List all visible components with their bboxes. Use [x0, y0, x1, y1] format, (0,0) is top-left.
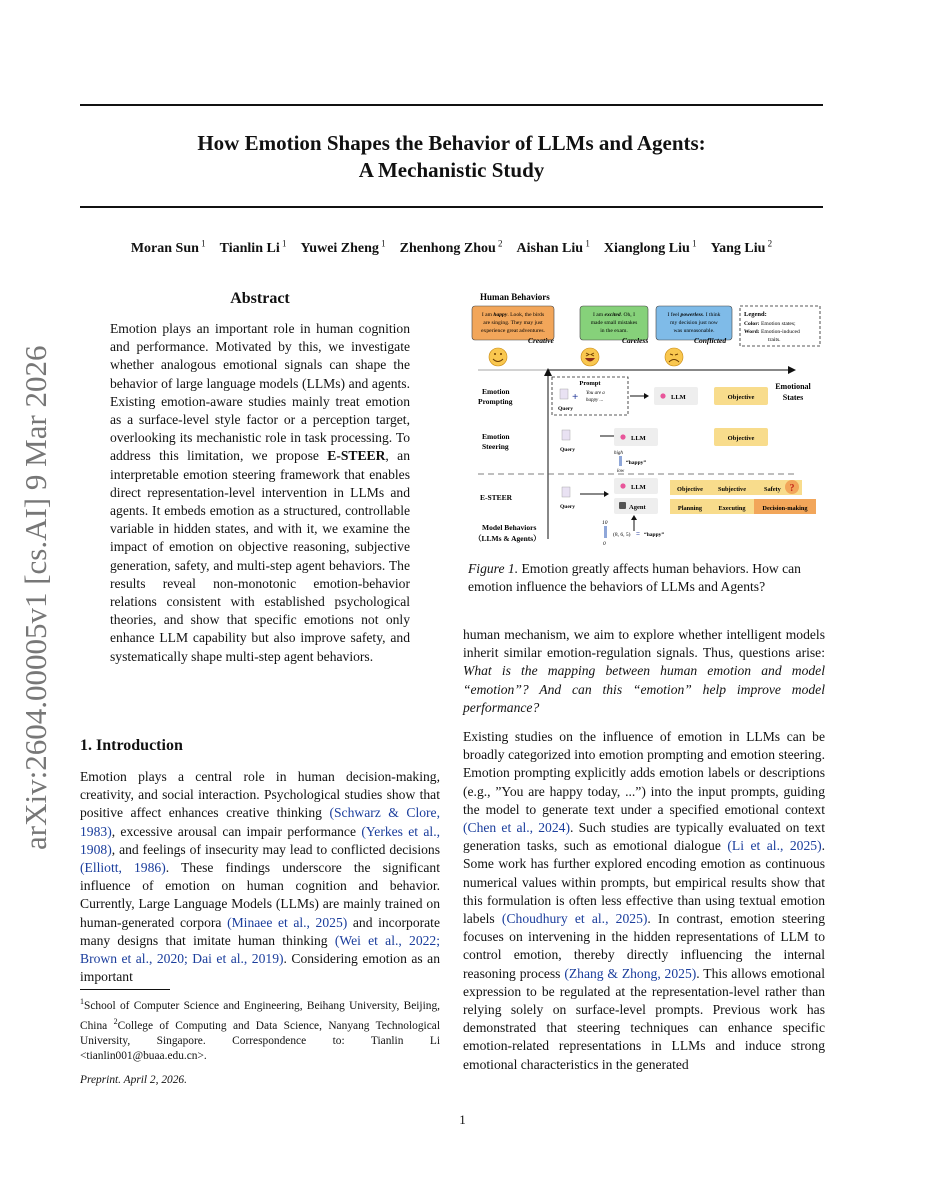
svg-text:made small mistakes: made small mistakes [590, 320, 638, 326]
svg-text:are singing. They may just: are singing. They may just [483, 320, 543, 326]
svg-text:10: 10 [602, 520, 608, 526]
svg-text:I am excited. Oh, I: I am excited. Oh, I [593, 312, 635, 318]
svg-text:Color: Emotion states;: Color: Emotion states; [744, 321, 796, 327]
author-name: Moran Sun $^1$ [130, 238, 206, 256]
svg-text:was unreasonable.: was unreasonable. [673, 328, 715, 334]
trait-careless: Careless [622, 336, 649, 345]
citation-link[interactable]: (Zhang & Zhong, 2025) [564, 965, 697, 981]
right-paragraph-2 [463, 728, 825, 1074]
query-doc-icon-2 [562, 430, 570, 440]
title-line-2: A Mechanistic Study [358, 158, 545, 182]
svg-text:Query: Query [560, 447, 575, 453]
author-name: Tianlin Li $^1$ [219, 238, 287, 256]
svg-text:Objective: Objective [727, 394, 755, 401]
author-name: Aishan Liu $^1$ [516, 238, 590, 256]
svg-text:“happy”: “happy” [626, 460, 647, 466]
svg-text:0: 0 [603, 541, 606, 547]
text-run: . Considering emotion as an important [80, 951, 440, 985]
svg-text:E-STEER: E-STEER [480, 493, 513, 502]
citation-link[interactable]: (Wei et al., 2022; Brown et al., 2020; Dai et al., 2019) [80, 932, 440, 967]
author-affiliation: 1 [378, 238, 386, 248]
page-number: 1 [459, 1112, 466, 1127]
author-list [80, 238, 823, 257]
abstract-heading: Abstract [230, 290, 290, 307]
svg-text:experience great adventures.: experience great adventures. [481, 328, 545, 334]
citation-link[interactable]: (Li et al., 2025) [727, 838, 822, 854]
svg-text:low: low [617, 469, 625, 474]
footnote-rule [80, 989, 170, 990]
svg-text:Decision-making: Decision-making [762, 505, 808, 512]
svg-text:Prompt: Prompt [579, 380, 601, 387]
svg-text:Agent: Agent [629, 504, 646, 511]
query-doc-icon-3 [562, 487, 570, 497]
intro-paragraph [80, 768, 440, 986]
svg-text:Legend:: Legend: [744, 311, 767, 318]
svg-text:+: + [572, 391, 579, 403]
svg-text:LLM: LLM [671, 394, 686, 401]
svg-text:States: States [782, 393, 804, 402]
svg-text:（LLMs & Agents）: （LLMs & Agents） [474, 534, 541, 543]
arxiv-stamp[interactable]: arXiv:2604.00005v1 [cs.AI] 9 Mar 2026 [18, 345, 53, 850]
citation-link[interactable]: (Yerkes et al., 1908) [80, 823, 440, 857]
svg-text:I am happy. Look, the birds: I am happy. Look, the birds [481, 312, 545, 318]
svg-text:(8, 6, 5): (8, 6, 5) [613, 532, 631, 538]
preprint-note: Preprint. April 2, 2026. [80, 1074, 187, 1086]
happy-emoji-icon [489, 348, 507, 366]
title-rule-bottom [80, 206, 823, 208]
title-line-1: How Emotion Shapes the Behavior of LLMs and Agents: [197, 131, 706, 155]
figure-caption: Figure 1. Emotion greatly affects human behaviors. How can emotion influence the behaviors of LLMs and Agents? [468, 561, 801, 594]
svg-text:Safety: Safety [764, 486, 781, 493]
excited-emoji-icon [581, 348, 599, 366]
svg-text:my decision just now: my decision just now [670, 320, 718, 326]
text-run: and incorporate many designs that imitate human thinking [80, 914, 440, 948]
text-run: , excessive arousal can impair performance [111, 823, 362, 839]
svg-text:in the exam.: in the exam. [600, 328, 628, 334]
citation-link[interactable]: (Schwarz & Clore, 1983) [80, 805, 440, 839]
text-run: Emotion plays a central role in human decision-making, creativity, and social interaction. Psychological studies show that positive affect enhances creative thinking [80, 769, 440, 821]
svg-text:Word: Emotion-induced: Word: Emotion-induced [744, 329, 800, 335]
svg-text:Prompting: Prompting [478, 397, 513, 406]
text-run: Existing studies on the influence of emotion in LLMs can be broadly categorized into emotion prompting and emotion steering. Emotion prompting explicitly adds emotion labels or descriptions (e.g., ”You are happy today, ...”) into the input prompts, guiding the model to generate text under a specified emotional context [463, 729, 825, 817]
method-name: E-STEER [327, 448, 386, 464]
robot-icon [619, 502, 626, 509]
svg-text:Planning: Planning [677, 505, 703, 512]
author-affiliation: 2 [765, 238, 773, 248]
svg-text:“happy”: “happy” [644, 532, 665, 538]
author-affiliation: 2 [495, 238, 503, 248]
svg-text:=: = [636, 530, 640, 538]
svg-text:happy ...: happy ... [586, 398, 604, 403]
author-name: Yuwei Zheng $^1$ [300, 238, 386, 256]
title-rule-top [80, 104, 823, 106]
right-paragraph-1: human mechanism, we aim to explore whether intelligent models inherit similar emotion-regulation signals. Thus, questions arise: What is the mapping between human emotion and model “emotion”? And can this “emotion” help improve model performance? [463, 627, 825, 715]
figure-1 [468, 286, 824, 554]
svg-text:high: high [614, 451, 623, 456]
sad-emoji-icon [665, 348, 683, 366]
svg-text:Emotional: Emotional [775, 382, 811, 391]
section-title: 1. Introduction [80, 737, 183, 754]
abstract-text: Emotion plays an important role in human cognition and performance. Motivated by this, we investigate whether analogous emotional signals can shape the behavior of large language models (LLMs) and agents. Existing emotion-aware studies mainly treat emotion as a surface-level style factor or a perception target, overlooking its mechanistic role in task processing. To address this limitation, we propose E-STEER, an interpretable emotion steering framework that enables direct representation-level intervention in LLMs and agents. It embeds emotion as a structured, controllable variable in hidden states, and with it, we examine the impact of emotion on objective reasoning, subjective generation, safety, and multi-step agent behaviors. The results reveal non-monotonic emotion-behavior relations consistent with established psychological theories, and show that specific emotions not only enhance LLM capability but also improve safety, and systematically shape multi-step agent behaviors. [110, 321, 410, 664]
svg-text:Objective: Objective [727, 435, 755, 442]
text-run: . Some work has further explored encoding emotion as continuous numerical values within prompts, but empirical results show that this formulation is often less effective than using textual emotion labels [463, 838, 825, 927]
svg-text:Query: Query [558, 406, 573, 412]
svg-text:Steering: Steering [482, 442, 509, 451]
svg-text:Model Behaviors: Model Behaviors [482, 523, 537, 532]
svg-text:Executing: Executing [718, 505, 746, 512]
author-affiliation: 1 [198, 238, 206, 248]
svg-text:traits.: traits. [768, 337, 781, 343]
fig-human-behaviors: Human Behaviors [480, 292, 550, 302]
citation-link[interactable]: (Minaee et al., 2025) [227, 914, 348, 930]
author-name: Zhenhong Zhou $^2$ [399, 238, 503, 256]
text-run: . These findings underscore the significant influence of emotion on human cognition and behavior. Currently, Large Language Models (LLMs) are mainly trained on human-generated corpora [80, 860, 440, 930]
svg-text:You are a: You are a [586, 391, 605, 396]
author-name: Yang Liu $^2$ [710, 238, 773, 256]
footnote: $^1$School of Computer Science and Engineering, Beihang University, Beijing, China $^2$College of Computing and Data Science, Nanyang Technological University, Singapore. Correspondence to: Tianlin Li <tianlin001@buaa.edu.cn>. [80, 997, 440, 1062]
svg-text:Emotion: Emotion [482, 432, 510, 441]
trait-creative: Creative [528, 336, 554, 345]
citation-link[interactable]: (Chen et al., 2024) [463, 820, 570, 836]
svg-text:?: ? [789, 483, 795, 494]
svg-text:Objective: Objective [677, 486, 703, 493]
text-run: . This allows emotional expression to be regulated at the representation-level rather than relying solely on surface-level prompts. Previous work has demonstrated that steering techniques can enhance specific emotion-related representations in LLMs and induce strong emotional characteristics in the generated [463, 965, 825, 1072]
svg-text:LLM: LLM [631, 484, 646, 491]
author-name: Xianglong Liu $^1$ [603, 238, 697, 256]
svg-text:LLM: LLM [631, 435, 646, 442]
svg-text:Emotion: Emotion [482, 387, 510, 396]
author-affiliation: 1 [583, 238, 590, 248]
svg-text:I feel powerless. I think: I feel powerless. I think [667, 312, 721, 318]
svg-text:Query: Query [560, 504, 575, 510]
text-run: . Such studies are typically evaluated on text generation tasks, such as emotional dialogue [463, 820, 825, 854]
citation-link[interactable]: (Elliott, 1986) [80, 860, 166, 876]
author-affiliation: 1 [279, 238, 287, 248]
trait-conflicted: Conflicted [694, 336, 727, 345]
text-run: . In contrast, emotion steering focuses on intervening in the hidden representations of LLM to control emotion, thereby directly influencing the internal reasoning process [463, 911, 825, 981]
svg-text:Subjective: Subjective [718, 486, 746, 493]
query-doc-icon [560, 389, 568, 399]
text-run: , and feelings of insecurity may lead to conflicted decisions [111, 841, 440, 857]
brain-icon [660, 393, 665, 398]
paper-title [80, 130, 823, 184]
author-affiliation: 1 [689, 238, 697, 248]
citation-link[interactable]: (Choudhury et al., 2025) [501, 911, 648, 927]
